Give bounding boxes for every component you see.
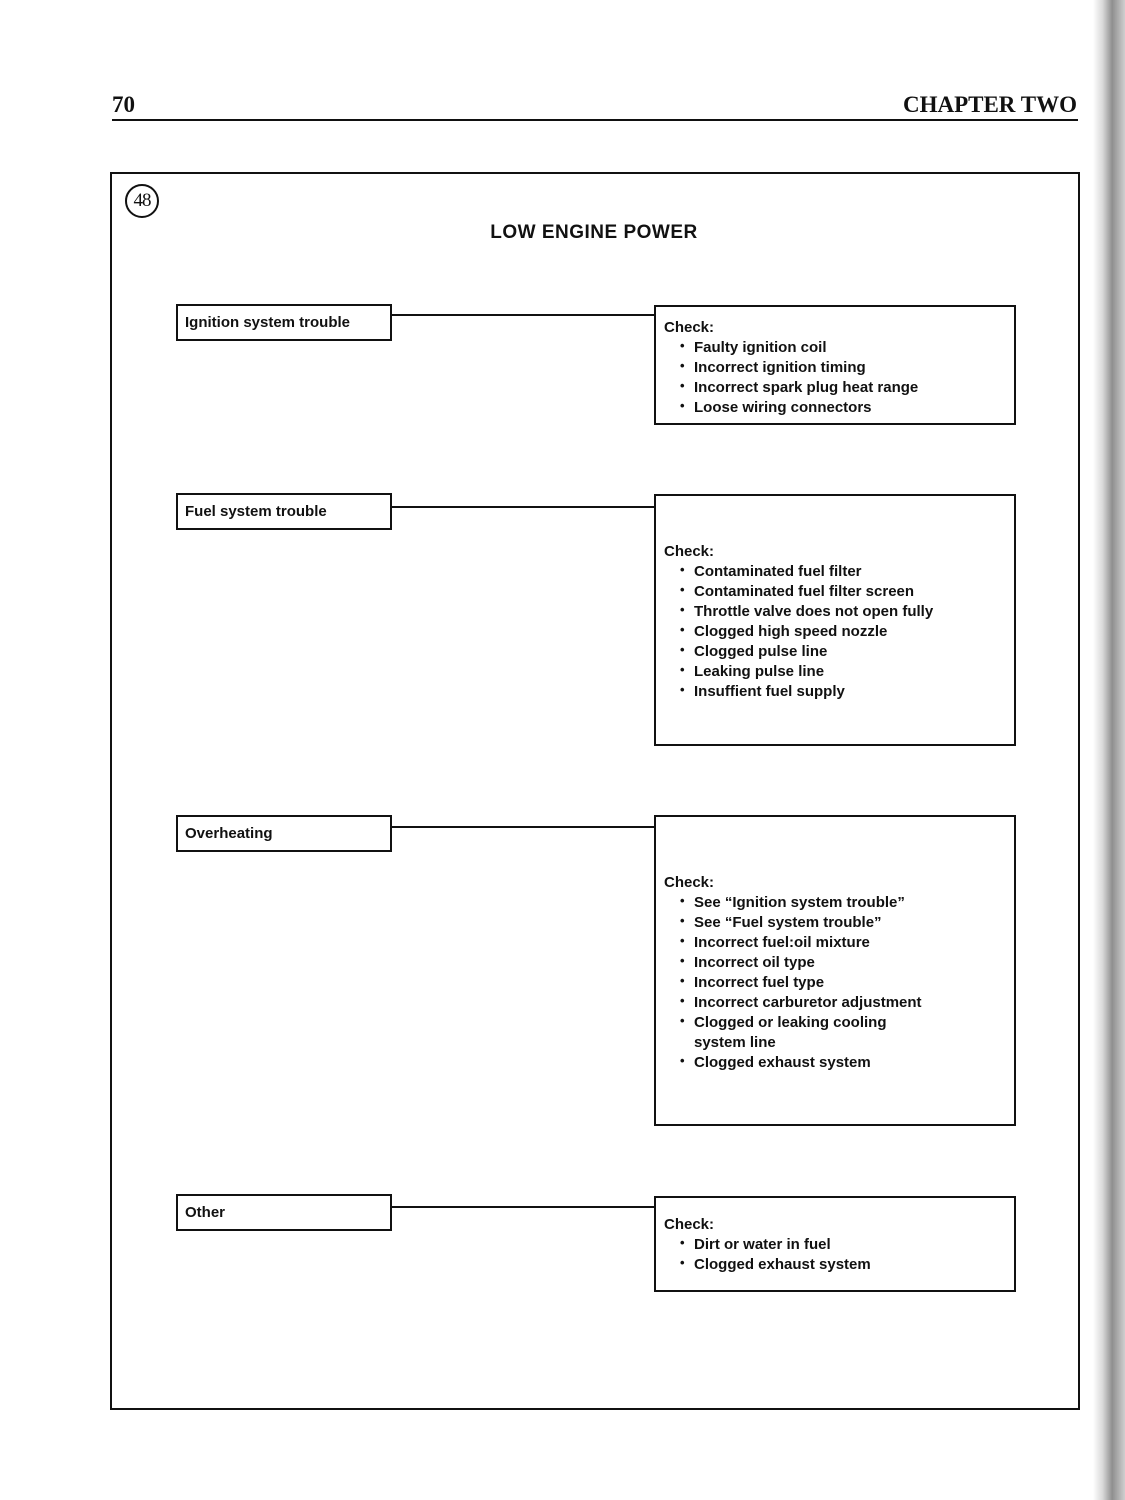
connector-line-fuel: [392, 506, 654, 508]
check-item: • Dirt or water in fuel: [664, 1235, 1006, 1255]
check-item: • Contaminated fuel filter: [664, 562, 1006, 582]
check-item: • Incorrect spark plug heat range: [664, 378, 1006, 398]
check-label: Check:: [664, 1216, 715, 1233]
figure-number: 48: [133, 190, 151, 211]
check-item: • See “Ignition system trouble”: [664, 893, 1006, 913]
check-item: • Incorrect fuel type: [664, 973, 1006, 993]
problem-label: Fuel system trouble: [185, 503, 327, 520]
check-item: • Incorrect oil type: [664, 953, 1006, 973]
check-box-fuel: [654, 494, 1016, 746]
problem-box-overheating: [176, 815, 392, 852]
connector-line-other: [392, 1206, 654, 1208]
check-item: • Leaking pulse line: [664, 662, 1006, 682]
check-item: • Loose wiring connectors: [664, 398, 1006, 418]
check-item: • Incorrect fuel:oil mixture: [664, 933, 1006, 953]
check-item: • Insuffient fuel supply: [664, 682, 1006, 702]
check-item: • Contaminated fuel filter screen: [664, 582, 1006, 602]
check-item: • Clogged high speed nozzle: [664, 622, 1006, 642]
problem-box-fuel: [176, 493, 392, 530]
header-rule: [112, 119, 1078, 121]
page-number: 70: [112, 92, 135, 117]
check-item: • Throttle valve does not open fully: [664, 602, 1006, 622]
check-list: [664, 1235, 1006, 1275]
check-item: • Clogged exhaust system: [664, 1255, 1006, 1275]
check-label: Check:: [664, 874, 715, 891]
diagram-title: LOW ENGINE POWER: [490, 222, 698, 243]
problem-label: Other: [185, 1204, 226, 1221]
figure-number-badge: [125, 184, 159, 218]
check-item: • Incorrect carburetor adjustment: [664, 993, 1006, 1013]
check-item: • Clogged exhaust system: [664, 1053, 1006, 1073]
check-list: [664, 562, 1006, 702]
connector-line-ignition: [392, 314, 654, 316]
chapter-title: CHAPTER TWO: [902, 92, 1077, 117]
check-item: • Faulty ignition coil: [664, 338, 1006, 358]
check-label: Check:: [664, 319, 715, 336]
check-item: • Clogged or leaking cooling system line: [664, 1013, 894, 1053]
problem-box-ignition: [176, 304, 392, 341]
check-item: • See “Fuel system trouble”: [664, 913, 1006, 933]
check-item: • Incorrect ignition timing: [664, 358, 1006, 378]
check-list: [664, 893, 1006, 1073]
check-box-ignition: [654, 305, 1016, 425]
problem-box-other: [176, 1194, 392, 1231]
check-list: [664, 338, 1006, 418]
problem-label: Overheating: [185, 825, 273, 842]
connector-line-overheating: [392, 826, 654, 828]
check-box-other: [654, 1196, 1016, 1292]
problem-label: Ignition system trouble: [185, 314, 351, 331]
check-item: • Clogged pulse line: [664, 642, 1006, 662]
check-box-overheating: [654, 815, 1016, 1126]
check-label: Check:: [664, 543, 715, 560]
